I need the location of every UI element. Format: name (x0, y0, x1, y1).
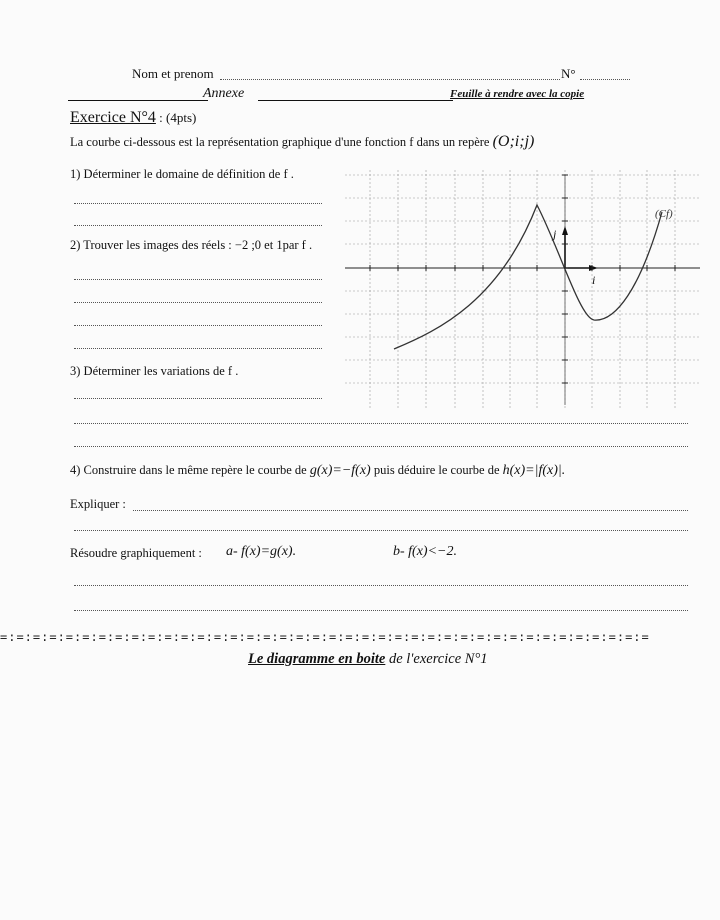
q4-text-b: puis déduire le courbe de (373, 463, 500, 477)
answer-line[interactable] (74, 530, 688, 531)
answer-line[interactable] (133, 510, 688, 511)
footer-title (248, 651, 488, 668)
footer-title-rest: de l'exercice N°1 (385, 651, 488, 667)
j-arrow-icon (562, 226, 568, 235)
feuille-label: Feuille à rendre avec la copie (450, 88, 585, 100)
unit-vectors (562, 226, 598, 271)
question-4 (70, 463, 565, 479)
answer-line[interactable] (74, 610, 688, 611)
exercise-points: : (4pts) (155, 110, 197, 125)
exercise-title: Exercice N°4 (70, 109, 156, 126)
name-label: Nom et prenom (132, 66, 214, 81)
axis-ticks (370, 175, 675, 383)
resoudre-label: Résoudre graphiquement : (70, 546, 202, 560)
i-label: i (592, 273, 596, 287)
resoudre-a: a- f(x)=g(x). (226, 544, 297, 559)
expliquer-label: Expliquer : (70, 497, 126, 511)
number-label: N° (561, 66, 576, 81)
curve-cf (394, 205, 662, 349)
footer-title-underlined: Le diagramme en boite (248, 651, 386, 667)
answer-line[interactable] (74, 585, 688, 586)
q4-text-a: 4) Construire dans le même repère le courbe de (70, 463, 307, 477)
graph-grid (345, 170, 700, 408)
curve-label: (Cf) (655, 208, 673, 220)
j-label: j (553, 227, 557, 241)
intro-sentence: La courbe ci-dessous est la représentation graphique d'une fonction f dans un repère (70, 135, 490, 149)
q4-h-formula: h(x)=|f(x)|. (502, 463, 566, 478)
section-separator: =:=:=:=:=:=:=:=:=:=:=:=:=:=:=:=:=:=:=:=:=:=:=:=:=:=:=:=:=:=:=:=:=:=:=:=:=:=:=:= (0, 630, 650, 644)
question-2: 2) Trouver les images des réels : −2 ;0 et 1par f . (70, 238, 313, 252)
question-1: 1) Déterminer le domaine de définition de f . (70, 167, 294, 181)
annexe-label: Annexe (203, 86, 245, 101)
i-arrow-icon (589, 265, 598, 271)
question-3: 3) Déterminer les variations de f . (70, 364, 239, 378)
q4-g-formula: g(x)=−f(x) (309, 463, 371, 478)
repere-notation: (O;i;j) (492, 133, 535, 150)
resoudre-b: b- f(x)<−2. (393, 544, 457, 559)
